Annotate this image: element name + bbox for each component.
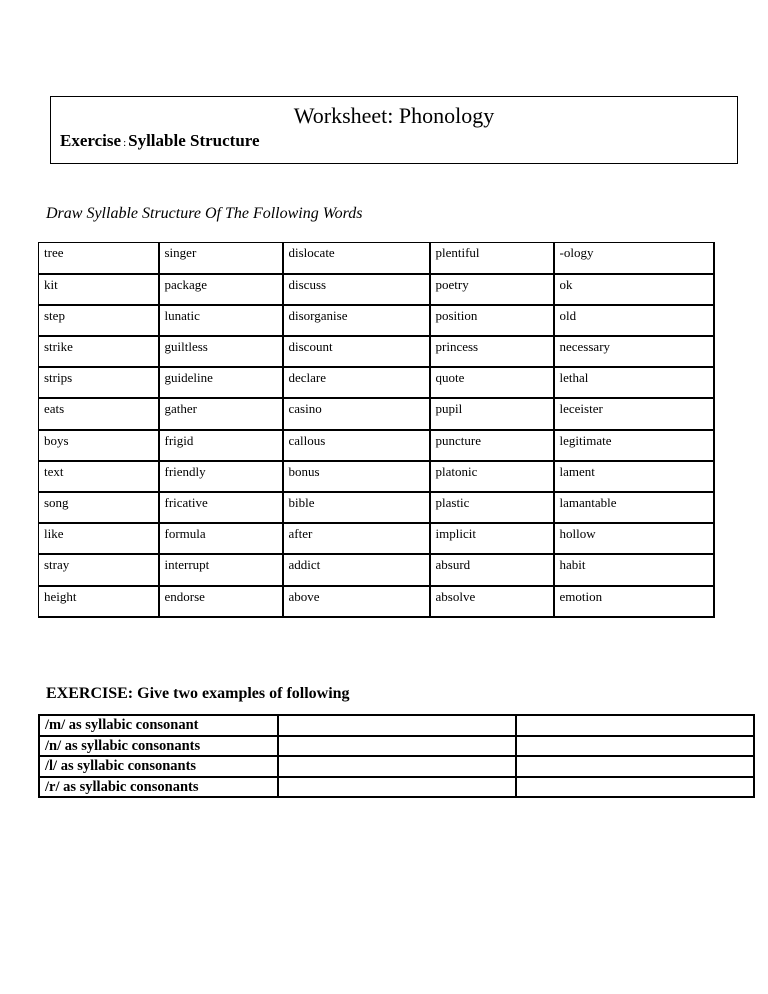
table-row — [39, 492, 714, 523]
word-cell: friendly — [159, 461, 283, 492]
word-cell: guideline — [159, 367, 283, 398]
word-cell: guiltless — [159, 336, 283, 367]
word-cell: platonic — [430, 461, 554, 492]
example-answer-cell — [516, 777, 754, 798]
table-row — [39, 243, 714, 274]
table-row — [39, 736, 754, 757]
example-answer-cell — [278, 736, 516, 757]
word-cell: bonus — [283, 461, 430, 492]
table-row — [39, 305, 714, 336]
table-row — [39, 523, 714, 554]
table-row — [39, 715, 754, 736]
word-cell: plastic — [430, 492, 554, 523]
table-row — [39, 586, 714, 617]
syllabic-consonant-label: /n/ as syllabic consonants — [39, 736, 278, 757]
word-cell: text — [39, 461, 159, 492]
exercise-separator: : — [123, 137, 127, 149]
word-cell: height — [39, 586, 159, 617]
table-row — [39, 367, 714, 398]
word-cell: old — [554, 305, 714, 336]
example-answer-cell — [278, 715, 516, 736]
word-cell: discount — [283, 336, 430, 367]
word-cell: disorganise — [283, 305, 430, 336]
exercise-label: Exercise — [60, 131, 122, 150]
word-cell: eats — [39, 398, 159, 429]
example-answer-cell — [516, 756, 754, 777]
word-cell: -ology — [554, 243, 714, 274]
word-cell: puncture — [430, 430, 554, 461]
word-cell: bible — [283, 492, 430, 523]
exercise-subtitle — [60, 131, 260, 151]
word-cell: emotion — [554, 586, 714, 617]
word-cell: after — [283, 523, 430, 554]
instruction-text: Draw Syllable Structure Of The Following Words — [46, 205, 363, 222]
word-cell: hollow — [554, 523, 714, 554]
exercise-topic: Syllable Structure — [128, 131, 260, 150]
syllabic-consonant-label: /r/ as syllabic consonants — [39, 777, 278, 798]
word-cell: pupil — [430, 398, 554, 429]
exercise2-heading: EXERCISE: Give two examples of following — [46, 685, 350, 702]
word-cell: fricative — [159, 492, 283, 523]
word-cell: lethal — [554, 367, 714, 398]
word-cell: declare — [283, 367, 430, 398]
word-cell: boys — [39, 430, 159, 461]
example-answer-cell — [278, 777, 516, 798]
table-row — [39, 461, 714, 492]
word-cell: formula — [159, 523, 283, 554]
word-cell: princess — [430, 336, 554, 367]
word-cell: absurd — [430, 554, 554, 585]
word-cell: addict — [283, 554, 430, 585]
worksheet-title: Worksheet: Phonology — [293, 103, 495, 128]
word-cell: step — [39, 305, 159, 336]
example-answer-cell — [516, 736, 754, 757]
word-cell: quote — [430, 367, 554, 398]
table-row — [39, 777, 754, 798]
word-cell: gather — [159, 398, 283, 429]
syllabic-consonant-label: /m/ as syllabic consonant — [39, 715, 278, 736]
table-row — [39, 398, 714, 429]
word-cell: poetry — [430, 274, 554, 305]
word-cell: leceister — [554, 398, 714, 429]
word-cell: casino — [283, 398, 430, 429]
example-answer-cell — [516, 715, 754, 736]
worksheet-header — [50, 96, 738, 164]
word-cell: plentiful — [430, 243, 554, 274]
word-cell: tree — [39, 243, 159, 274]
example-answer-cell — [278, 756, 516, 777]
table-row — [39, 756, 754, 777]
word-cell: frigid — [159, 430, 283, 461]
word-cell: strips — [39, 367, 159, 398]
table-row — [39, 274, 714, 305]
word-cell: absolve — [430, 586, 554, 617]
table-row — [39, 554, 714, 585]
word-cell: lunatic — [159, 305, 283, 336]
word-cell: singer — [159, 243, 283, 274]
word-cell: legitimate — [554, 430, 714, 461]
word-cell: package — [159, 274, 283, 305]
examples-table — [38, 714, 755, 798]
word-cell: interrupt — [159, 554, 283, 585]
word-cell: implicit — [430, 523, 554, 554]
table-row — [39, 430, 714, 461]
syllabic-consonant-label: /l/ as syllabic consonants — [39, 756, 278, 777]
word-cell: ok — [554, 274, 714, 305]
word-cell: stray — [39, 554, 159, 585]
word-cell: like — [39, 523, 159, 554]
words-table — [38, 242, 715, 618]
word-cell: above — [283, 586, 430, 617]
word-cell: habit — [554, 554, 714, 585]
word-cell: necessary — [554, 336, 714, 367]
word-cell: dislocate — [283, 243, 430, 274]
word-cell: endorse — [159, 586, 283, 617]
word-cell: discuss — [283, 274, 430, 305]
word-cell: lamantable — [554, 492, 714, 523]
table-row — [39, 336, 714, 367]
word-cell: callous — [283, 430, 430, 461]
word-cell: strike — [39, 336, 159, 367]
word-cell: lament — [554, 461, 714, 492]
word-cell: song — [39, 492, 159, 523]
word-cell: kit — [39, 274, 159, 305]
word-cell: position — [430, 305, 554, 336]
